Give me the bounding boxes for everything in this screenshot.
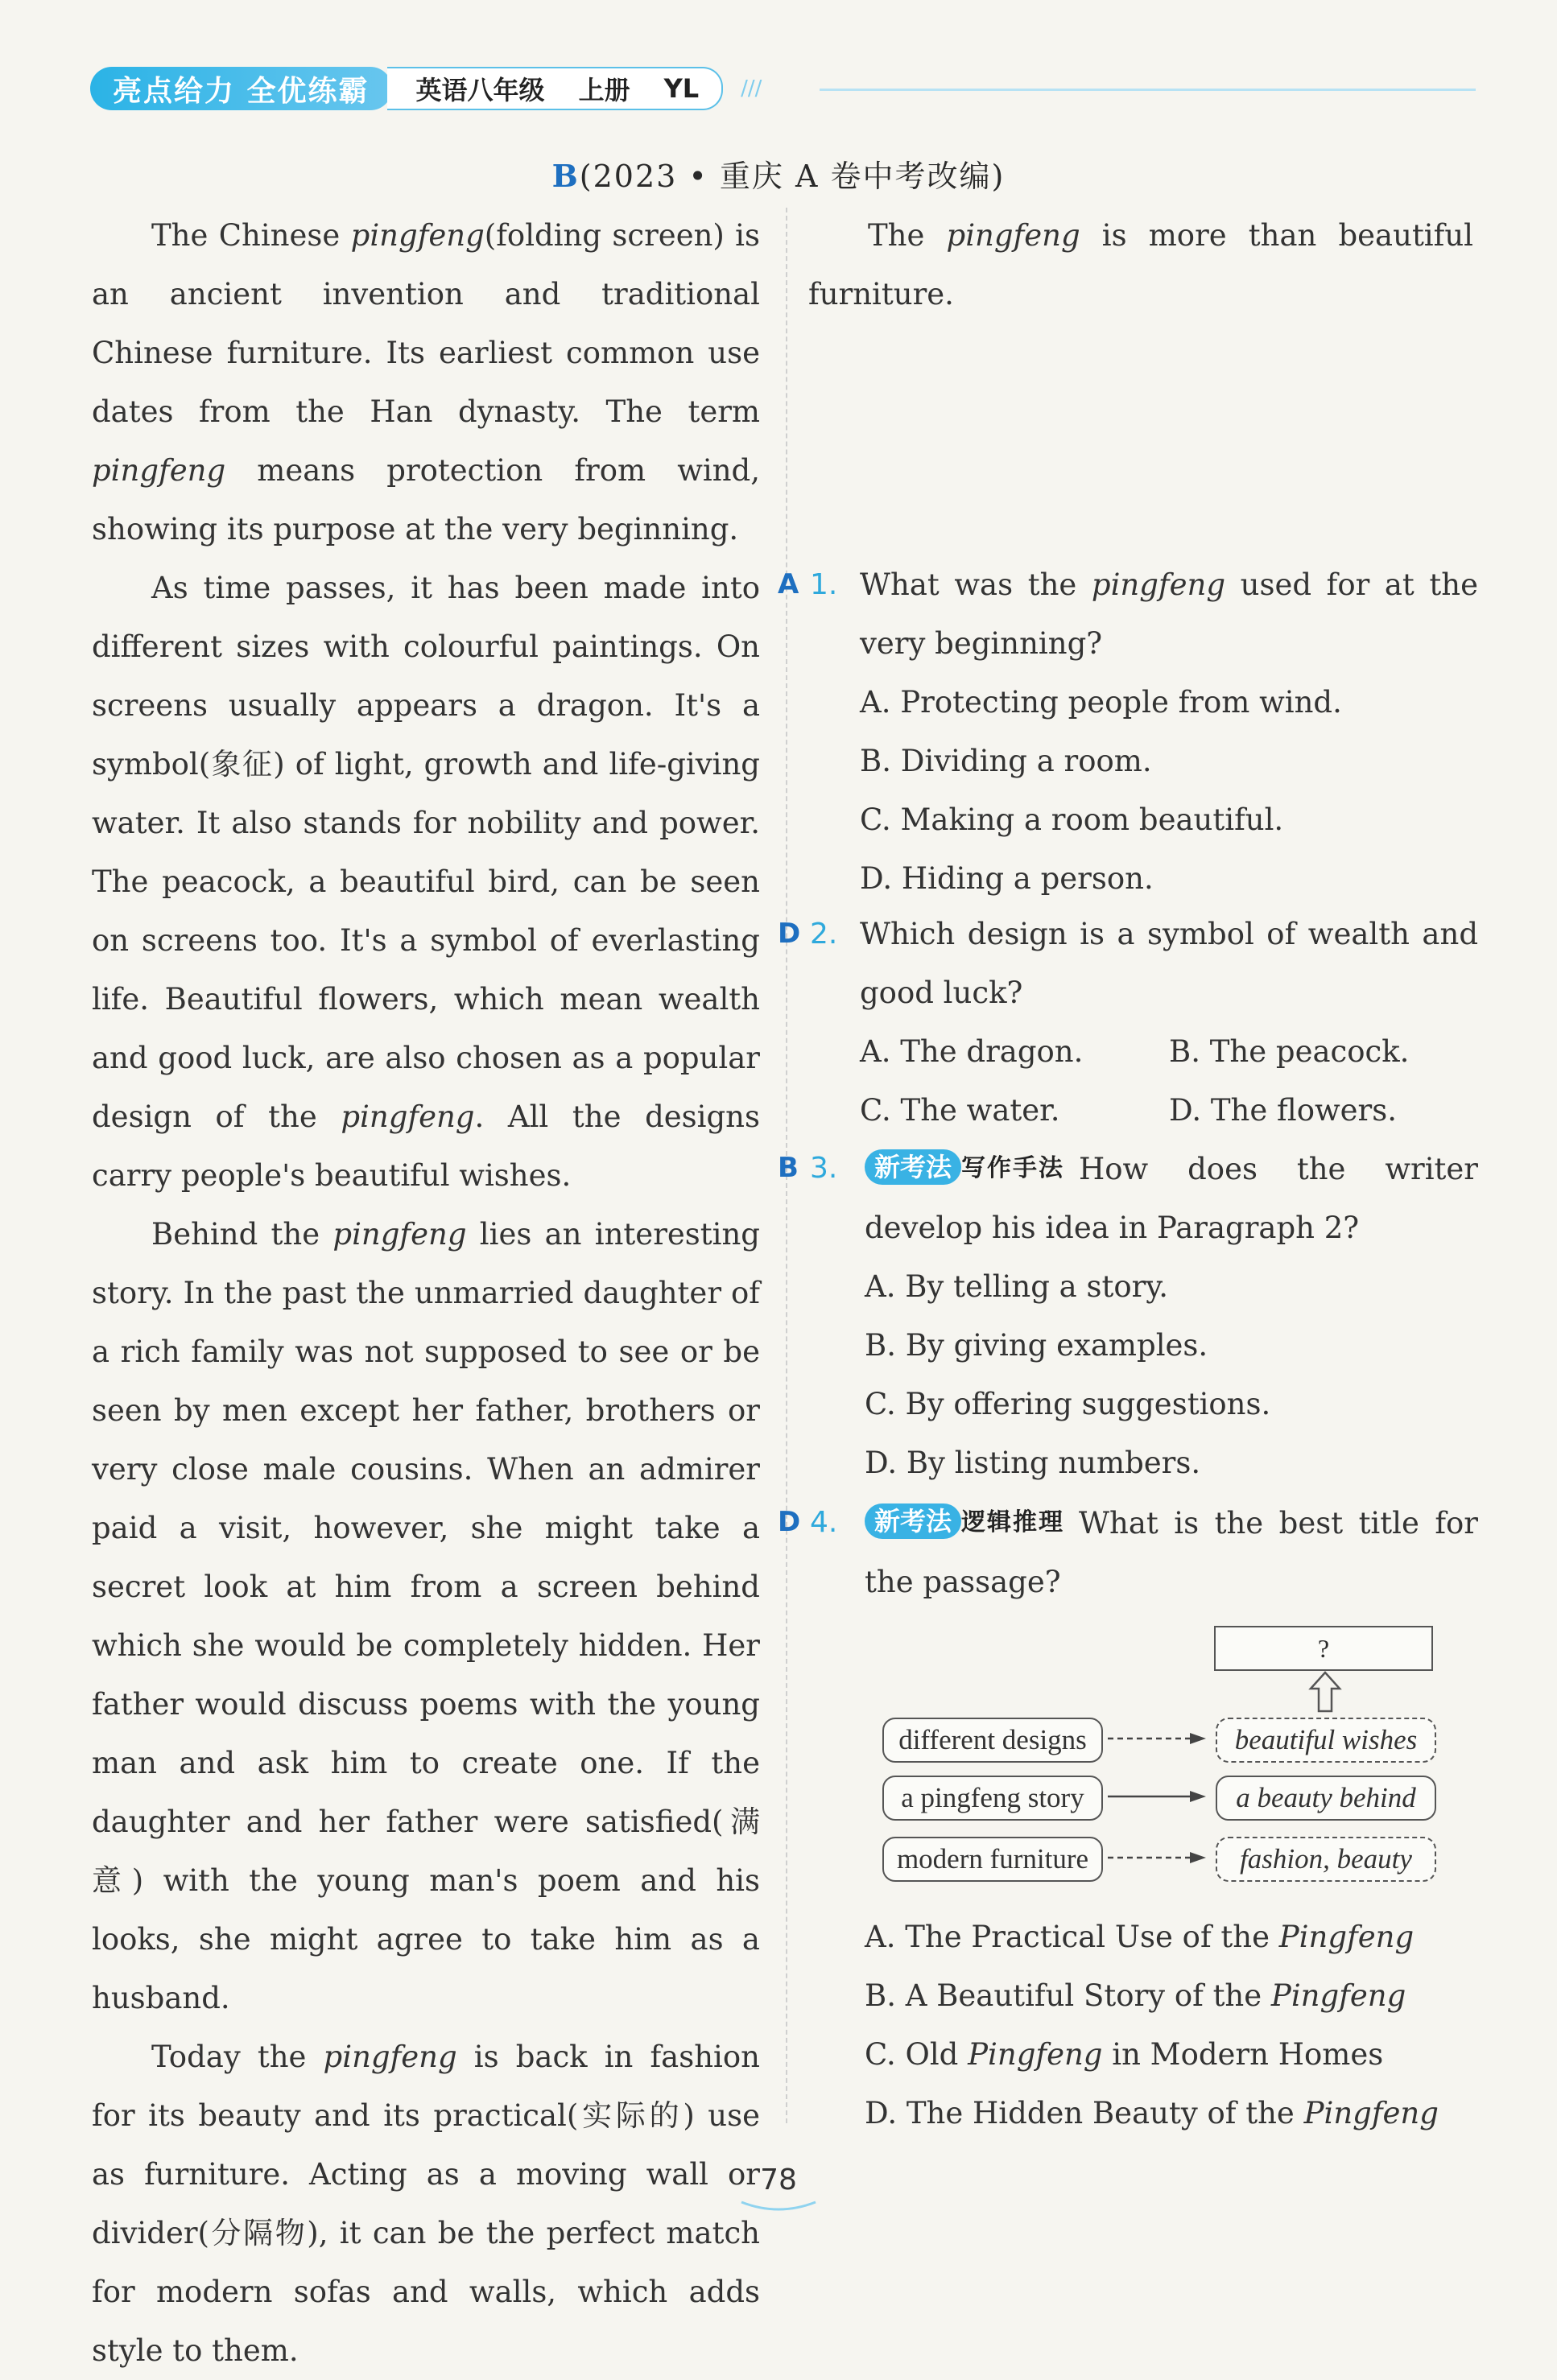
question-stem bbox=[860, 905, 1478, 1022]
italic-term: pingfeng bbox=[1091, 567, 1226, 602]
text-run: means protection from wind, showing its purpose at the very beginning. bbox=[92, 453, 760, 547]
diagram-right-box-3: fashion, beauty bbox=[1216, 1837, 1436, 1882]
paragraph-4 bbox=[92, 2027, 760, 2380]
up-arrow-icon bbox=[1301, 1669, 1349, 1714]
question-number: 4. bbox=[810, 1506, 838, 1539]
text-run: Behind the bbox=[151, 1217, 333, 1252]
italic-term: Pingfeng bbox=[1278, 1920, 1415, 1954]
text-run: D. The Hidden Beauty of the bbox=[865, 2096, 1304, 2130]
text-run: As time passes, it has been made into different sizes with colourful paintings. On screens usually appears a dragon. It's a symbol(象征) of light, growth and life-giving water. It also stands for nobility and power. The peacock, a beautiful bird, can be seen on screens too. It's a symbol of everlasting life. Beautiful flowers, which mean wealth and good luck, are also chosen as a popular design of the bbox=[92, 571, 760, 1134]
text-run: is back in fashion for its beauty and its practical(实际的) use as furniture. Acting as a moving wall or divider(分隔物), it can be the perfect match for modern sofas and walls, which adds style to them. bbox=[92, 2040, 760, 2368]
question-stem bbox=[865, 1139, 1478, 1257]
italic-term: pingfeng bbox=[332, 1217, 467, 1252]
italic-term: pingfeng bbox=[92, 453, 226, 488]
passage-right-column bbox=[808, 206, 1473, 324]
option-a: A. Protecting people from wind. bbox=[860, 685, 1342, 720]
paragraph-2 bbox=[92, 559, 760, 1205]
option-b: B. The peacock. bbox=[1169, 1034, 1410, 1069]
text-run: in Modern Homes bbox=[1102, 2037, 1384, 2072]
dashed-arrow-icon bbox=[1106, 1848, 1211, 1867]
text-run: Today the bbox=[151, 2040, 324, 2074]
new-method-tag: 新考法 bbox=[865, 1149, 961, 1185]
italic-term: Pingfeng bbox=[968, 2037, 1103, 2072]
solid-arrow-icon bbox=[1106, 1787, 1211, 1806]
question-number: 1. bbox=[810, 568, 838, 601]
italic-term: pingfeng bbox=[323, 2040, 457, 2074]
option-c: C. The water. bbox=[860, 1093, 1060, 1128]
answer-mark: D bbox=[778, 1506, 801, 1538]
header-rule bbox=[820, 89, 1476, 91]
text-run: . All the designs carry people's beautiful wishes. bbox=[92, 1099, 760, 1193]
question-number: 3. bbox=[810, 1152, 838, 1185]
dashed-arrow-icon bbox=[1106, 1729, 1211, 1748]
text-run: A. The Practical Use of the bbox=[865, 1920, 1279, 1954]
diagram-left-box-2: a pingfeng story bbox=[882, 1776, 1103, 1821]
page-header bbox=[90, 66, 762, 111]
text-run: is more than beautiful furniture. bbox=[808, 218, 1473, 311]
option-c bbox=[865, 2025, 1478, 2084]
new-method-tag: 新考法 bbox=[865, 1503, 961, 1539]
edition-label: YL bbox=[663, 73, 700, 104]
italic-term: Pingfeng bbox=[1303, 2096, 1439, 2130]
passage-left-column bbox=[92, 206, 760, 2380]
diagram-left-box-3: modern furniture bbox=[882, 1837, 1103, 1882]
volume-label: 上册 bbox=[578, 75, 630, 105]
option-d: D. By listing numbers. bbox=[865, 1446, 1201, 1480]
option-c: C. Making a room beautiful. bbox=[860, 802, 1284, 837]
section-letter: B bbox=[551, 158, 580, 194]
option-d bbox=[865, 2084, 1478, 2143]
text-run: How does the writer develop his idea in Paragraph 2? bbox=[865, 1152, 1478, 1245]
paragraph-3 bbox=[92, 1205, 760, 2027]
text-run: The Chinese bbox=[151, 218, 351, 253]
option-b: B. Dividing a room. bbox=[860, 744, 1152, 778]
header-slashes: /// bbox=[741, 76, 762, 101]
text-run: What was the bbox=[860, 567, 1092, 602]
text-run: B. A Beautiful Story of the bbox=[865, 1978, 1271, 2013]
option-d: D. Hiding a person. bbox=[860, 861, 1154, 896]
text-run: Which design is a symbol of wealth and good luck? bbox=[860, 917, 1478, 1010]
diagram-right-box-2: a beauty behind bbox=[1216, 1776, 1436, 1821]
text-run: What is the best title for the passage? bbox=[865, 1506, 1478, 1599]
italic-term: pingfeng bbox=[341, 1099, 475, 1134]
diagram-right-box-1: beautiful wishes bbox=[1216, 1718, 1436, 1763]
option-a: A. By telling a story. bbox=[865, 1269, 1169, 1304]
paragraph-1 bbox=[92, 206, 760, 559]
text-run: used for at the very beginning? bbox=[860, 567, 1478, 661]
italic-term: Pingfeng bbox=[1270, 1978, 1406, 2013]
header-info bbox=[387, 67, 724, 110]
section-title bbox=[0, 151, 1557, 196]
title-diagram bbox=[882, 1626, 1446, 1891]
diagram-left-box-1: different designs bbox=[882, 1718, 1103, 1763]
option-b bbox=[865, 1966, 1478, 2025]
text-run: C. Old bbox=[865, 2037, 968, 2072]
option-a: A. The dragon. bbox=[860, 1034, 1084, 1069]
brand-badge: 亮点给力 全优练霸 bbox=[90, 67, 392, 110]
skill-tag: 逻辑推理 bbox=[961, 1508, 1065, 1536]
text-run: (folding screen) is an ancient invention and traditional Chinese furniture. Its earliest common use dates from the Han dynasty. The term bbox=[92, 218, 760, 429]
swoosh-icon bbox=[738, 2199, 819, 2215]
option-a bbox=[865, 1908, 1478, 1966]
option-d: D. The flowers. bbox=[1169, 1093, 1397, 1128]
answer-mark: A bbox=[778, 568, 799, 600]
diagram-top-box: ? bbox=[1214, 1626, 1433, 1671]
answer-mark: B bbox=[778, 1152, 799, 1184]
page-number: 78 bbox=[760, 2163, 797, 2196]
option-b: B. By giving examples. bbox=[865, 1328, 1208, 1363]
answer-mark: D bbox=[778, 918, 801, 950]
question-stem bbox=[865, 1493, 1478, 1611]
subject-label: 英语八年级 bbox=[415, 75, 545, 105]
text-run: lies an interesting story. In the past the unmarried daughter of a rich family was not supposed to see or be seen by men except her father, brothers or very close male cousins. When an admirer paid a visit, however, she might take a secret look at him from a screen behind which she would be completely hidden. Her father would discuss poems with the young man and ask him to create one. If the daughter and her father were satisfied(满意) with the young man's poem and his looks, she might agree to take him as a husband. bbox=[92, 1217, 760, 2015]
option-c: C. By offering suggestions. bbox=[865, 1387, 1271, 1421]
question-number: 2. bbox=[810, 918, 838, 951]
question-stem bbox=[860, 555, 1478, 673]
paragraph-5 bbox=[808, 206, 1473, 324]
text-run: The bbox=[868, 218, 947, 253]
italic-term: pingfeng bbox=[946, 218, 1080, 253]
skill-tag: 写作手法 bbox=[961, 1154, 1065, 1182]
section-source: (2023 • 重庆 A 卷中考改编) bbox=[579, 159, 1006, 194]
italic-term: pingfeng bbox=[350, 218, 485, 253]
